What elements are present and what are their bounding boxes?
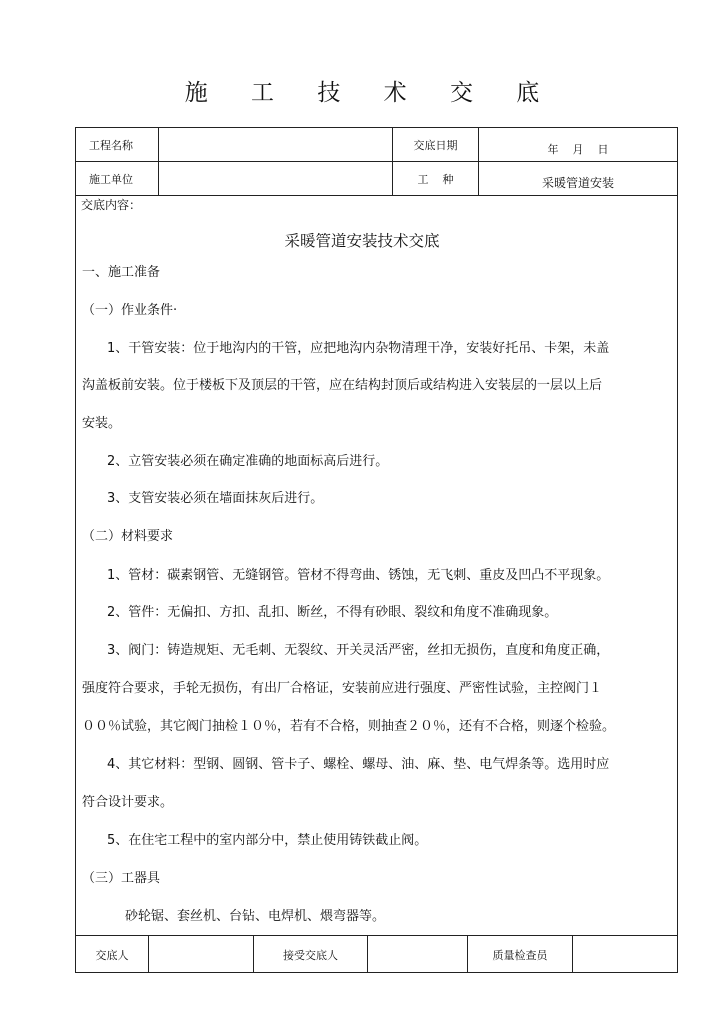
construction-unit-label: 施工单位 <box>89 172 133 186</box>
disclosure-date-label: 交底日期 <box>413 138 458 152</box>
paragraph-line: 1、干管安装：位于地沟内的干管，应把地沟内杂物清理干净，安装好托吊、卡架，未盖 <box>107 341 610 356</box>
content-title: 采暖管道安装技术交底 <box>284 232 440 250</box>
paragraph-line: 符合设计要求。 <box>82 795 174 810</box>
inspector-field[interactable] <box>573 936 677 973</box>
paragraph-line: 3、阀门：铸造规矩、无毛刺、无裂纹、开关灵活严密，丝扣无损伤，直度和角度正确， <box>107 643 610 658</box>
paragraph-line: ００％试验，其它阀门抽检１０％，若有不合格，则抽查２０％，还有不合格，则逐个检验。 <box>82 719 616 734</box>
subsection-heading: （二）材料要求 <box>82 529 174 544</box>
paragraph-line: 3、支管安装必须在墙面抹灰后进行。 <box>107 491 324 506</box>
paragraph-line: 1、管材：碳素钢管、无缝钢管。管材不得弯曲、锈蚀，无飞刺、重皮及凹凸不平现象。 <box>107 568 610 583</box>
construction-unit-field[interactable] <box>159 162 392 195</box>
paragraph-line: 安装。 <box>82 416 122 431</box>
paragraph-line: 2、管件：无偏扣、方扣、乱扣、断丝，不得有砂眼、裂纹和角度不准确现象。 <box>107 605 558 620</box>
receiver-label: 接受交底人 <box>283 948 338 962</box>
paragraph-line: 强度符合要求，手轮无损伤，有出厂合格证，安装前应进行强度、严密性试验，主控阀门１ <box>82 681 603 696</box>
trade-field[interactable]: 采暖管道安装 <box>541 176 614 190</box>
discloser-field[interactable] <box>149 936 253 973</box>
discloser-label: 交底人 <box>95 948 129 962</box>
receiver-field[interactable] <box>368 936 467 973</box>
trade-label: 工 种 <box>417 172 454 186</box>
paragraph-line: 沟盖板前安装。位于楼板下及顶层的干管，应在结构封顶后或结构进入安装层的一层以上后 <box>82 378 603 393</box>
subsection-heading: （三）工器具 <box>82 871 161 886</box>
content-label: 交底内容： <box>81 198 142 212</box>
project-name-field[interactable] <box>159 128 392 161</box>
paragraph-line: 5、在住宅工程中的室内部分中，禁止使用铸铁截止阀。 <box>107 833 428 848</box>
section-heading: 一、施工准备 <box>82 265 161 280</box>
paragraph-line: 2、立管安装必须在确定准确的地面标高后进行。 <box>107 454 389 469</box>
subsection-heading: （一）作业条件· <box>82 303 178 318</box>
inspector-label: 质量检查员 <box>492 948 548 962</box>
project-name-label: 工程名称 <box>89 138 133 152</box>
document-title: 施 工 技 术 交 底 <box>184 80 558 106</box>
paragraph-line: 砂轮锯、套丝机、台钻、电焊机、煨弯器等。 <box>125 909 386 924</box>
disclosure-date-field[interactable]: 年 月 日 <box>547 142 609 156</box>
paragraph-line: 4、其它材料：型钢、圆钢、管卡子、螺栓、螺母、油、麻、垫、电气焊条等。选用时应 <box>107 757 610 772</box>
